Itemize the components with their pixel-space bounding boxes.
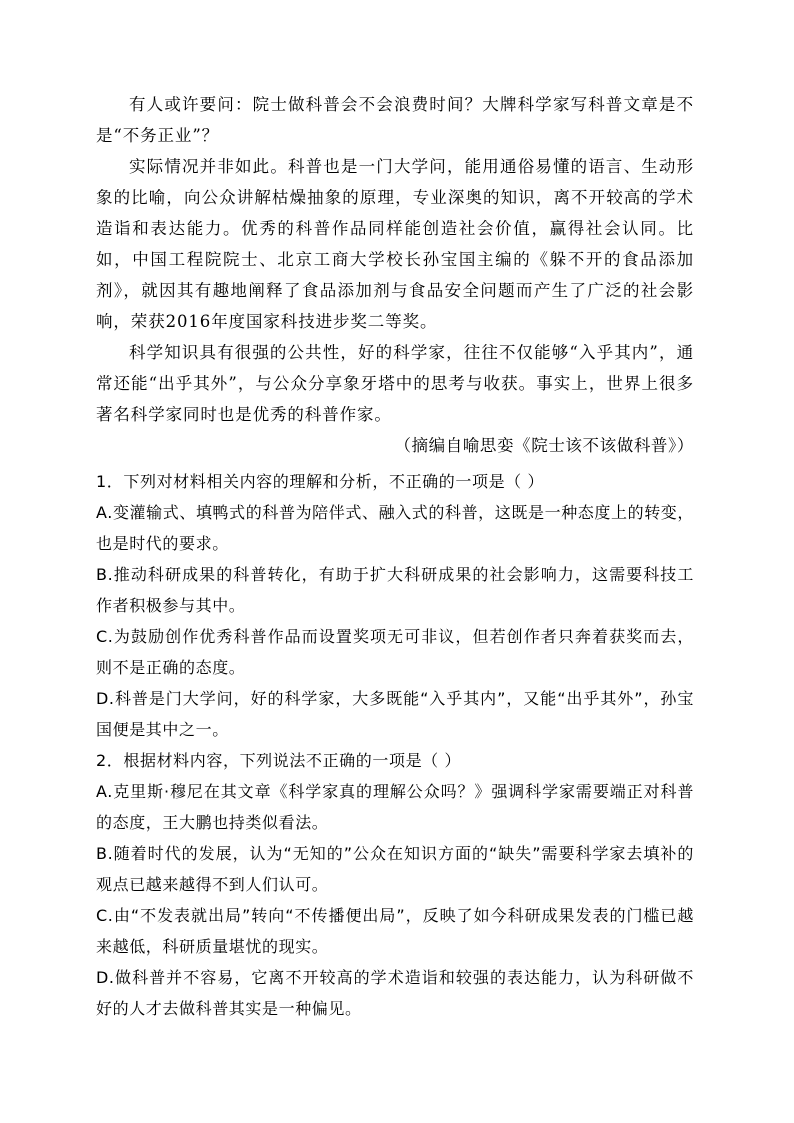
question-block	[96, 745, 694, 1024]
reading-passage	[96, 89, 694, 461]
question-option-a: A.变灌输式、填鸭式的科普为陪伴式、融入式的科普，这既是一种态度上的转变，也是时代的要求。	[96, 503, 694, 553]
question-stem: 2．根据材料内容，下列说法不正确的一项是（ ）	[96, 751, 462, 770]
question-option-d: D.科普是门大学问，好的科学家，大多既能“入乎其内”，又能“出乎其外”，孙宝国便是其中之一。	[96, 689, 694, 739]
passage-paragraph: 有人或许要问：院士做科普会不会浪费时间？大牌科学家写科普文章是不是“不务正业”？	[96, 95, 694, 145]
question-option-c: C.为鼓励创作优秀科普作品而设置奖项无可非议，但若创作者只奔着获奖而去，则不是正确的态度。	[96, 627, 694, 677]
question-option-b: B.随着时代的发展，认为“无知的”公众在知识方面的“缺失”需要科学家去填补的观点已越来越得不到人们认可。	[96, 844, 694, 894]
question-option-b: B.推动科研成果的科普转化，有助于扩大科研成果的社会影响力，这需要科技工作者积极参与其中。	[96, 565, 694, 615]
question-option-c: C.由“不发表就出局”转向“不传播便出局”，反映了如今科研成果发表的门槛已越来越低，科研质量堪忧的现实。	[96, 906, 694, 956]
passage-paragraph: 科学知识具有很强的公共性，好的科学家，往往不仅能够“入乎其内”，通常还能“出乎其外”，与公众分享象牙塔中的思考与收获。事实上，世界上很多著名科学家同时也是优秀的科普作家。	[96, 343, 694, 424]
passage-source: （摘编自喻思娈《院士该不该做科普》）	[394, 436, 694, 455]
question-option-a: A.克里斯·穆尼在其文章《科学家真的理解公众吗？》强调科学家需要端正对科普的态度，王大鹏也持类似看法。	[96, 782, 694, 832]
question-block	[96, 466, 694, 745]
passage-paragraph: 实际情况并非如此。科普也是一门大学问，能用通俗易懂的语言、生动形象的比喻，向公众讲解枯燥抽象的原理，专业深奥的知识，离不开较高的学术造诣和表达能力。优秀的科普作品同样能创造社会价值，赢得社会认同。比如，中国工程院院士、北京工商大学校长孙宝国主编的《躲不开的食品添加剂》，就因其有趣地阐释了食品添加剂与食品安全问题而产生了广泛的社会影响，荣获2016年度国家科技进步奖二等奖。	[96, 157, 694, 331]
question-list	[96, 466, 694, 1024]
question-stem: 1．下列对材料相关内容的理解和分析，不正确的一项是（ ）	[96, 472, 545, 491]
question-option-d: D.做科普并不容易，它离不开较高的学术造诣和较强的表达能力，认为科研做不好的人才去做科普其实是一种偏见。	[96, 968, 694, 1018]
